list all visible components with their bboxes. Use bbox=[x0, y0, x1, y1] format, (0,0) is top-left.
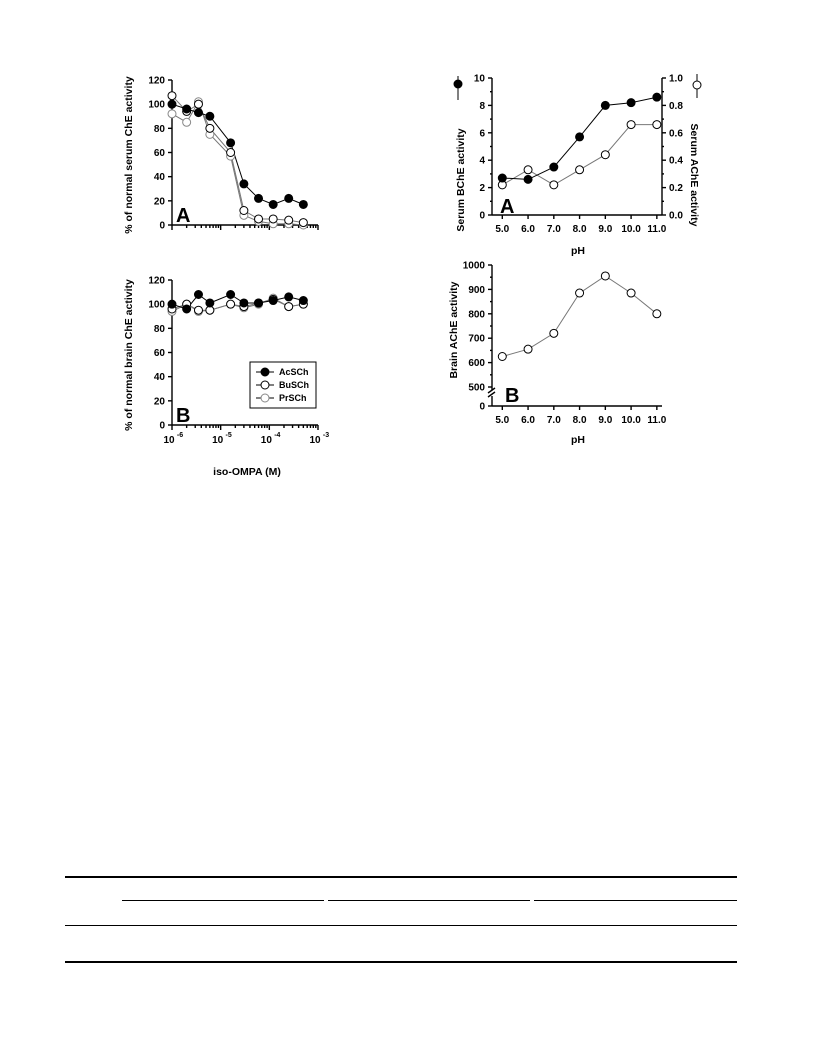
data-point-BuSCh bbox=[227, 149, 235, 157]
data-point-AcSCh bbox=[269, 297, 277, 305]
table-mid-rule bbox=[65, 925, 737, 926]
data-point-AcSCh bbox=[168, 300, 176, 308]
y-tick-label-left: 10 bbox=[473, 73, 485, 85]
data-point-brain-ache bbox=[498, 353, 506, 361]
data-point-AcSCh bbox=[183, 305, 191, 313]
y-tick-label: 1000 bbox=[462, 260, 485, 272]
y-tick-label: 0 bbox=[159, 220, 165, 232]
series-line-BuSCh bbox=[172, 96, 303, 223]
data-point-AcSCh bbox=[227, 139, 235, 147]
data-point-serum-bche bbox=[576, 133, 584, 141]
data-point-AcSCh bbox=[269, 200, 277, 208]
y-tick-label: 60 bbox=[153, 148, 165, 159]
data-point-AcSCh bbox=[299, 200, 307, 208]
data-point-AcSCh bbox=[240, 180, 248, 188]
data-point-AcSCh bbox=[168, 100, 176, 108]
x-tick-exponent: -3 bbox=[322, 432, 330, 439]
y-tick-label: 700 bbox=[468, 333, 485, 345]
data-point-brain-ache bbox=[627, 289, 635, 297]
panel-label: B bbox=[176, 405, 191, 427]
x-tick-label: 10 bbox=[212, 435, 224, 446]
x-tick-label: 5.0 bbox=[495, 224, 510, 235]
data-point-brain-ache bbox=[653, 310, 661, 318]
x-tick-label: 11.0 bbox=[647, 224, 667, 235]
data-point-brain-ache bbox=[576, 289, 584, 297]
y-tick-label: 500 bbox=[468, 382, 485, 394]
data-point-serum-bche bbox=[653, 93, 661, 101]
y-tick-label-right: 0.4 bbox=[669, 155, 683, 167]
y-tick-label-right: 1.0 bbox=[669, 73, 683, 85]
x-tick-label: 10 bbox=[309, 435, 321, 446]
legend-entry: PrSCh bbox=[279, 393, 307, 403]
data-point-serum-bche bbox=[524, 175, 532, 183]
y-tick-label-right: 0.0 bbox=[669, 210, 683, 222]
y-tick-label: 0 bbox=[479, 401, 485, 413]
data-point-BuSCh bbox=[194, 306, 202, 314]
x-tick-label: 8.0 bbox=[572, 415, 587, 426]
y-tick-label-left: 0 bbox=[479, 210, 485, 222]
y-axis-label-left: Serum BChE activity bbox=[455, 128, 467, 232]
chart-serum-ph bbox=[445, 70, 705, 260]
y-tick-label-right: 0.6 bbox=[669, 128, 683, 140]
data-point-serum-ache bbox=[550, 181, 558, 189]
data-point-BuSCh bbox=[206, 124, 214, 132]
data-point-serum-ache bbox=[627, 121, 635, 129]
panel-label: A bbox=[500, 196, 515, 218]
data-point-AcSCh bbox=[285, 194, 293, 202]
y-tick-label-right: 0.8 bbox=[669, 100, 683, 112]
data-point-AcSCh bbox=[194, 291, 202, 299]
x-tick-label: 10 bbox=[260, 435, 272, 446]
data-point-AcSCh bbox=[285, 293, 293, 301]
y-tick-label: 0 bbox=[159, 420, 165, 432]
legend-entry: AcSCh bbox=[279, 367, 309, 377]
y-label-key-marker-left bbox=[454, 80, 462, 88]
data-point-BuSCh bbox=[285, 216, 293, 224]
x-tick-label: 9.0 bbox=[598, 415, 613, 426]
data-point-serum-bche bbox=[627, 99, 635, 107]
data-point-BuSCh bbox=[240, 207, 248, 215]
y-tick-label: 120 bbox=[148, 275, 165, 287]
legend-marker bbox=[261, 381, 269, 389]
chart-brain-iso-ompa bbox=[110, 270, 330, 490]
y-tick-label: 80 bbox=[153, 123, 165, 135]
data-point-serum-ache bbox=[524, 166, 532, 174]
data-point-serum-ache bbox=[653, 121, 661, 129]
data-point-serum-bche bbox=[601, 101, 609, 109]
data-point-serum-bche bbox=[498, 174, 506, 182]
x-tick-label: 9.0 bbox=[598, 224, 613, 235]
x-axis-label: pH bbox=[571, 245, 585, 257]
x-tick-exponent: -4 bbox=[274, 432, 281, 439]
x-tick-label: 5.0 bbox=[495, 415, 510, 426]
data-point-PrSCh bbox=[168, 110, 176, 118]
x-tick-label: 11.0 bbox=[647, 415, 667, 426]
data-point-serum-ache bbox=[576, 166, 584, 174]
panel-label: A bbox=[176, 205, 191, 227]
data-point-AcSCh bbox=[194, 109, 202, 117]
table-subhead-rule-1 bbox=[122, 900, 324, 901]
y-tick-label: 80 bbox=[153, 323, 165, 335]
x-axis-label: iso-OMPA (M) bbox=[213, 466, 281, 478]
legend-marker bbox=[261, 394, 269, 402]
data-point-AcSCh bbox=[206, 299, 214, 307]
data-point-BuSCh bbox=[255, 215, 263, 223]
data-point-BuSCh bbox=[168, 92, 176, 100]
y-tick-label: 800 bbox=[468, 309, 485, 321]
data-point-AcSCh bbox=[227, 291, 235, 299]
x-tick-label: 10.0 bbox=[621, 415, 641, 426]
data-point-AcSCh bbox=[255, 194, 263, 202]
x-tick-label: 10.0 bbox=[621, 224, 641, 235]
x-tick-label: 6.0 bbox=[521, 224, 536, 235]
y-tick-label: 20 bbox=[153, 196, 165, 208]
legend-marker bbox=[261, 368, 269, 376]
y-tick-label-left: 6 bbox=[479, 128, 485, 140]
table-bottom-rule bbox=[65, 961, 737, 963]
series-line-brain-ache bbox=[502, 276, 657, 357]
data-point-PrSCh bbox=[183, 118, 191, 126]
data-point-AcSCh bbox=[299, 297, 307, 305]
data-point-brain-ache bbox=[524, 345, 532, 353]
y-tick-label: 600 bbox=[468, 358, 485, 370]
chart-serum-iso-ompa bbox=[110, 70, 330, 240]
x-tick-label: 10 bbox=[163, 435, 175, 446]
y-label-key-marker-right bbox=[693, 81, 701, 89]
y-tick-label: 60 bbox=[153, 348, 165, 359]
y-tick-label: 120 bbox=[148, 75, 165, 87]
data-point-serum-bche bbox=[550, 163, 558, 171]
y-axis-label-right: Serum AChE activity bbox=[688, 123, 700, 227]
data-point-AcSCh bbox=[183, 105, 191, 113]
data-point-AcSCh bbox=[206, 112, 214, 120]
y-axis-label: % of normal serum ChE activity bbox=[123, 76, 135, 234]
y-tick-label: 40 bbox=[153, 172, 165, 184]
y-tick-label: 20 bbox=[153, 396, 165, 408]
x-tick-label: 7.0 bbox=[546, 415, 561, 426]
panel-label: B bbox=[505, 385, 520, 407]
x-tick-exponent: -5 bbox=[225, 432, 232, 439]
x-tick-label: 7.0 bbox=[546, 224, 561, 235]
data-point-brain-ache bbox=[550, 329, 558, 337]
data-point-serum-ache bbox=[601, 151, 609, 159]
x-tick-exponent: -6 bbox=[176, 432, 184, 439]
x-tick-label: 6.0 bbox=[521, 415, 536, 426]
y-tick-label: 40 bbox=[153, 372, 165, 384]
data-point-AcSCh bbox=[240, 299, 248, 307]
data-point-BuSCh bbox=[269, 215, 277, 223]
y-tick-label-left: 2 bbox=[479, 183, 485, 195]
data-point-AcSCh bbox=[255, 299, 263, 307]
y-axis-label: Brain AChE activity bbox=[448, 281, 460, 379]
y-tick-label: 900 bbox=[468, 284, 485, 296]
data-point-BuSCh bbox=[285, 303, 293, 311]
legend-entry: BuSCh bbox=[279, 380, 309, 390]
x-axis-label: pH bbox=[571, 434, 585, 446]
table-top-rule bbox=[65, 876, 737, 878]
table-subhead-rule-2 bbox=[328, 900, 530, 901]
y-tick-label-left: 8 bbox=[479, 100, 485, 112]
x-tick-label: 8.0 bbox=[572, 224, 587, 235]
data-point-brain-ache bbox=[601, 272, 609, 280]
chart-brain-ph bbox=[445, 255, 705, 455]
data-point-BuSCh bbox=[299, 219, 307, 227]
y-tick-label: 100 bbox=[148, 99, 165, 111]
data-point-BuSCh bbox=[194, 100, 202, 108]
y-tick-label-left: 4 bbox=[479, 155, 485, 167]
y-tick-label: 100 bbox=[148, 299, 165, 311]
y-tick-label-right: 0.2 bbox=[669, 183, 683, 195]
data-point-BuSCh bbox=[227, 300, 235, 308]
y-axis-label: % of normal brain ChE activity bbox=[123, 279, 135, 431]
series-line-BuSCh bbox=[172, 299, 303, 310]
table-subhead-rule-3 bbox=[534, 900, 737, 901]
